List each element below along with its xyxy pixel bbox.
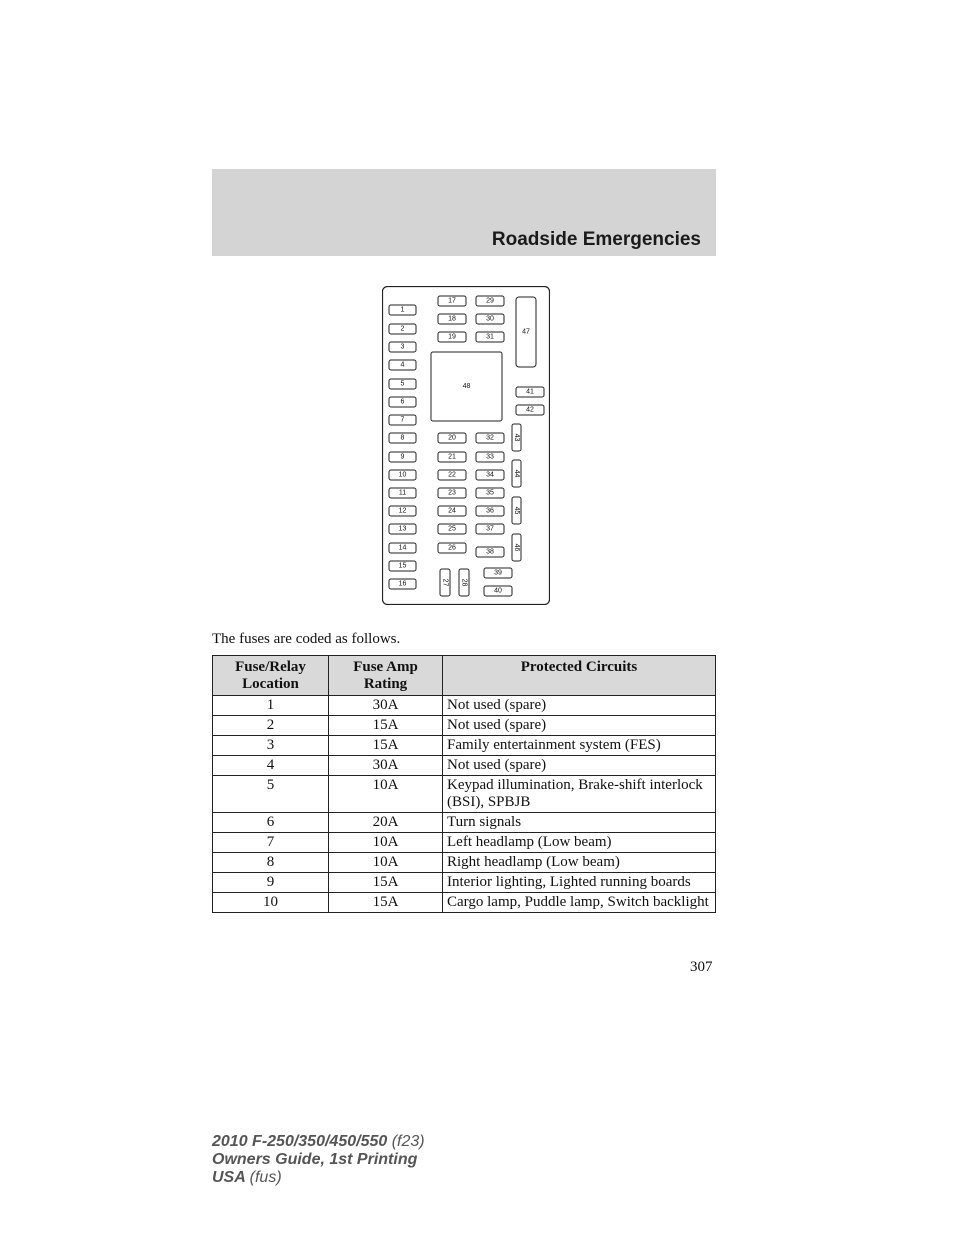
fuse-47 <box>516 297 536 367</box>
fuse-3 <box>389 342 416 352</box>
fuse-4 <box>389 360 416 370</box>
fuse-label: 34 <box>486 471 494 479</box>
fuse-label: 10 <box>398 471 407 479</box>
fuse-label: 21 <box>448 453 456 461</box>
fuse-10 <box>389 470 416 480</box>
fuse-42 <box>516 405 544 415</box>
fuse-label: 5 <box>400 380 405 388</box>
table-row <box>213 776 716 813</box>
cell-location: 2 <box>213 716 329 736</box>
fuse-label: 43 <box>513 433 520 442</box>
fuse-label: 22 <box>448 471 456 479</box>
table-row <box>213 813 716 833</box>
cell-circuits: Right headlamp (Low beam) <box>443 853 716 873</box>
fuse-label: 30 <box>486 315 494 323</box>
fuse-panel-svg <box>382 286 550 605</box>
fuse-40 <box>484 586 512 596</box>
footer-market-code: (fus) <box>249 1169 282 1186</box>
cell-circuits: Not used (spare) <box>443 716 716 736</box>
cell-rating: 30A <box>329 756 443 776</box>
cell-rating: 30A <box>329 696 443 716</box>
fuse-2 <box>389 324 416 334</box>
fuse-label: 48 <box>462 383 471 390</box>
fuse-12 <box>389 506 416 516</box>
fuse-13 <box>389 524 416 534</box>
footer-model: 2010 F-250/350/450/550 <box>212 1133 388 1150</box>
section-header-band <box>212 169 716 256</box>
fuse-41 <box>516 387 544 397</box>
fuse-label: 29 <box>486 297 494 305</box>
fuse-label: 2 <box>400 325 405 333</box>
fuse-11 <box>389 488 416 498</box>
fuse-label: 8 <box>400 434 405 442</box>
fuse-label: 14 <box>398 544 407 552</box>
header-rating <box>329 656 443 696</box>
fuse-label: 32 <box>486 434 494 442</box>
fuse-label: 16 <box>398 580 407 588</box>
fuse-23 <box>438 488 466 498</box>
document-footer <box>212 1133 425 1187</box>
fuse-24 <box>438 506 466 516</box>
header-rating-line1: Fuse Amp <box>353 659 418 675</box>
header-location-line2: Location <box>242 676 299 692</box>
fuse-44 <box>512 460 521 487</box>
footer-market: USA <box>212 1169 246 1186</box>
cell-rating: 10A <box>329 833 443 853</box>
fuse-16 <box>389 579 416 589</box>
cell-location: 1 <box>213 696 329 716</box>
fuse-37 <box>476 524 504 534</box>
fuse-33 <box>476 452 504 462</box>
table-row <box>213 736 716 756</box>
fuse-label: 47 <box>522 328 530 336</box>
fuse-label: 33 <box>486 453 494 461</box>
table-row <box>213 756 716 776</box>
fuse-label: 1 <box>400 306 405 314</box>
fuse-label: 25 <box>448 525 456 533</box>
fuse-label: 27 <box>441 578 449 587</box>
table-row <box>213 853 716 873</box>
fuse-label: 26 <box>448 544 456 552</box>
fuse-label: 35 <box>486 489 494 497</box>
cell-circuits: Not used (spare) <box>443 696 716 716</box>
fuse-label: 46 <box>513 543 520 552</box>
fuse-7 <box>389 415 416 425</box>
fuse-38 <box>476 547 504 557</box>
cell-location: 8 <box>213 853 329 873</box>
cell-rating: 20A <box>329 813 443 833</box>
fuse-label: 3 <box>400 343 405 351</box>
cell-rating: 15A <box>329 873 443 893</box>
cell-rating: 15A <box>329 716 443 736</box>
fuse-30 <box>476 314 504 324</box>
fuse-17 <box>438 296 466 306</box>
fuse-label: 18 <box>448 315 456 323</box>
fuse-label: 45 <box>513 506 520 515</box>
table-row <box>213 893 716 913</box>
fuse-label: 44 <box>513 469 520 478</box>
fuse-label: 12 <box>398 507 407 515</box>
table-row <box>213 873 716 893</box>
fuse-32 <box>476 433 504 443</box>
fuse-28 <box>459 569 469 596</box>
footer-line3 <box>212 1169 425 1187</box>
header-location-line1: Fuse/Relay <box>235 659 306 675</box>
fuse-21 <box>438 452 466 462</box>
section-title: Roadside Emergencies <box>491 229 701 250</box>
cell-location: 5 <box>213 776 329 813</box>
fuse-label: 38 <box>486 548 494 556</box>
fuse-label: 41 <box>526 388 534 396</box>
fuse-table <box>212 655 716 913</box>
fuse-label: 24 <box>448 507 456 515</box>
cell-circuits: Cargo lamp, Puddle lamp, Switch backlight <box>443 893 716 913</box>
cell-rating: 10A <box>329 853 443 873</box>
cell-location: 9 <box>213 873 329 893</box>
fuse-8 <box>389 433 416 443</box>
fuse-20 <box>438 433 466 443</box>
cell-circuits: Interior lighting, Lighted running boards <box>443 873 716 893</box>
cell-circuits: Turn signals <box>443 813 716 833</box>
fuse-label: 20 <box>448 434 456 442</box>
cell-location: 6 <box>213 813 329 833</box>
fuse-label: 19 <box>448 333 456 341</box>
page-number: 307 <box>690 959 713 975</box>
fuse-22 <box>438 470 466 480</box>
fuse-34 <box>476 470 504 480</box>
table-row <box>213 696 716 716</box>
fuse-6 <box>389 397 416 407</box>
fuse-label: 31 <box>486 333 494 341</box>
fuse-label: 7 <box>400 416 405 424</box>
fuse-36 <box>476 506 504 516</box>
fuse-label: 9 <box>400 453 405 461</box>
table-row <box>213 716 716 736</box>
fuse-label: 36 <box>486 507 494 515</box>
fuse-25 <box>438 524 466 534</box>
cell-rating: 10A <box>329 776 443 813</box>
fuse-label: 28 <box>460 578 468 587</box>
fuse-label: 40 <box>494 587 502 595</box>
fuse-label: 13 <box>398 525 407 533</box>
fuse-label: 11 <box>398 489 407 497</box>
fuse-label: 4 <box>400 361 405 369</box>
cell-circuits: Family entertainment system (FES) <box>443 736 716 756</box>
footer-model-code: (f23) <box>391 1133 425 1150</box>
fuse-label: 37 <box>486 525 494 533</box>
cell-rating: 15A <box>329 893 443 913</box>
header-location <box>213 656 329 696</box>
header-rating-line2: Rating <box>363 676 408 692</box>
fuse-43 <box>512 424 521 451</box>
fuse-18 <box>438 314 466 324</box>
fuse-35 <box>476 488 504 498</box>
table-row <box>213 833 716 853</box>
cell-location: 3 <box>213 736 329 756</box>
fuse-45 <box>512 497 521 524</box>
fuse-31 <box>476 332 504 342</box>
fuse-15 <box>389 561 416 571</box>
fuse-27 <box>440 569 450 596</box>
cell-circuits: Left headlamp (Low beam) <box>443 833 716 853</box>
cell-rating: 15A <box>329 736 443 756</box>
footer-line2: Owners Guide, 1st Printing <box>212 1151 418 1168</box>
fuse-label: 15 <box>398 562 407 570</box>
fuse-26 <box>438 543 466 553</box>
fuse-46 <box>512 534 521 561</box>
fuse-9 <box>389 452 416 462</box>
fuse-label: 39 <box>494 569 502 577</box>
fuse-label: 6 <box>400 398 405 406</box>
fuse-48 <box>431 352 502 421</box>
fuse-39 <box>484 568 512 578</box>
header-circuits: Protected Circuits <box>443 656 716 696</box>
cell-circuits: Not used (spare) <box>443 756 716 776</box>
fuse-14 <box>389 543 416 553</box>
fuse-label: 23 <box>448 489 456 497</box>
cell-location: 4 <box>213 756 329 776</box>
fuse-panel-diagram <box>382 286 550 605</box>
fuse-29 <box>476 296 504 306</box>
fuse-label: 17 <box>448 297 456 305</box>
intro-text: The fuses are coded as follows. <box>212 631 401 647</box>
fuse-1 <box>389 305 416 315</box>
fuse-19 <box>438 332 466 342</box>
cell-circuits: Keypad illumination, Brake-shift interlock (BSI), SPBJB <box>443 776 716 813</box>
fuse-5 <box>389 379 416 389</box>
cell-location: 10 <box>213 893 329 913</box>
fuse-label: 42 <box>526 406 534 414</box>
table-header-row <box>213 656 716 696</box>
footer-line1 <box>212 1133 425 1151</box>
cell-location: 7 <box>213 833 329 853</box>
